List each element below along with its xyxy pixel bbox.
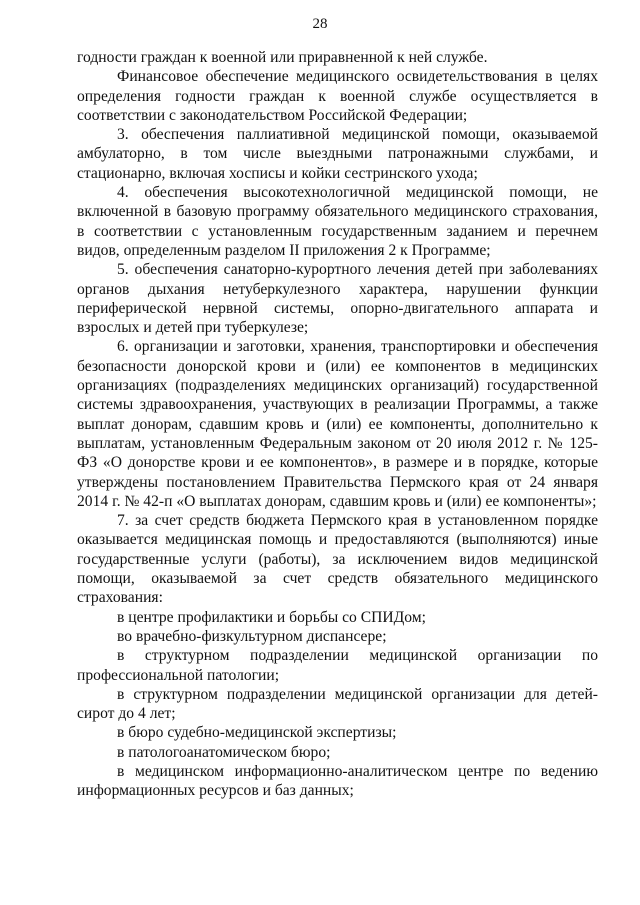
paragraph-item-5: 5. обеспечения санаторно-курортного лечения детей при заболеваниях органов дыхания нетуберкулезного характера, нарушении функции периферической нервной системы, опорно-двигательного аппарата и взрослых и детей при туберкулезе; xyxy=(77,261,598,337)
paragraph-item-4: 4. обеспечения высокотехнологичной медицинской помощи, не включенной в базовую программу обязательного медицинского страхования, в соответствии с установленным государственным заданием и перечнем видов, определенным разделом II приложения 2 к Программе; xyxy=(77,184,598,259)
paragraph-item-7: 7. за счет средств бюджета Пермского края в установленном порядке оказывается медицинская помощь и предоставляются (выполняются) иные государственные услуги (работы), за исключением видов медицинской помощи, оказываемой за счет средств обязательного медицинского страхования: xyxy=(77,512,598,607)
list-item-sports-dispensary: во врачебно-физкультурном диспансере; xyxy=(117,627,387,645)
paragraph-continuation: годности граждан к военной или приравненной к ней службе. xyxy=(77,49,488,66)
document-body xyxy=(77,48,598,801)
list-item-analytics-center: в медицинском информационно-аналитическом центре по ведению информационных ресурсов и баз данных; xyxy=(77,762,598,800)
list-item-occupational-pathology: в структурном подразделении медицинской организации по профессиональной патологии; xyxy=(77,647,598,684)
paragraph-financing: Финансовое обеспечение медицинского освидетельствования в целях определения годности граждан к военной службе осуществляется в соответствии с законодательством Российской Федерации; xyxy=(77,68,598,124)
paragraph-item-3: 3. обеспечения паллиативной медицинской помощи, оказываемой амбулаторно, в том числе выездными патронажными службами, и стационарно, включая хосписы и койки сестринского ухода; xyxy=(77,126,598,182)
page-number: 28 xyxy=(312,16,328,32)
list-item-orphans-unit: в структурном подразделении медицинской организации для детей-сирот до 4 лет; xyxy=(77,685,598,723)
list-item-forensic-bureau: в бюро судебно-медицинской экспертизы; xyxy=(117,724,397,742)
list-item-aids-center: в центре профилактики и борьбы со СПИДом; xyxy=(117,608,427,626)
list-item-pathology-bureau: в патологоанатомическом бюро; xyxy=(117,743,331,761)
paragraph-item-6: 6. организации и заготовки, хранения, транспортировки и обеспечения безопасности донорской крови и (или) ее компонентов в медицинских организациях (подразделениях медицинских организаций) государственной системы здравоохранения, участвующих в реализации Программы, а также выплат донорам, сдавшим кровь и (или) ее компоненты, дополнительно к выплатам, установленным Федеральным законом от 20 июля 2012 г. № 125-ФЗ «О донорстве крови и ее компонентов», в размере и в порядке, которые утверждены постановлением Правительства Пермского края от 24 января 2014 г. № 42-п «О выплатах донорам, сдавшим кровь и (или) ее компоненты»; xyxy=(77,338,598,510)
